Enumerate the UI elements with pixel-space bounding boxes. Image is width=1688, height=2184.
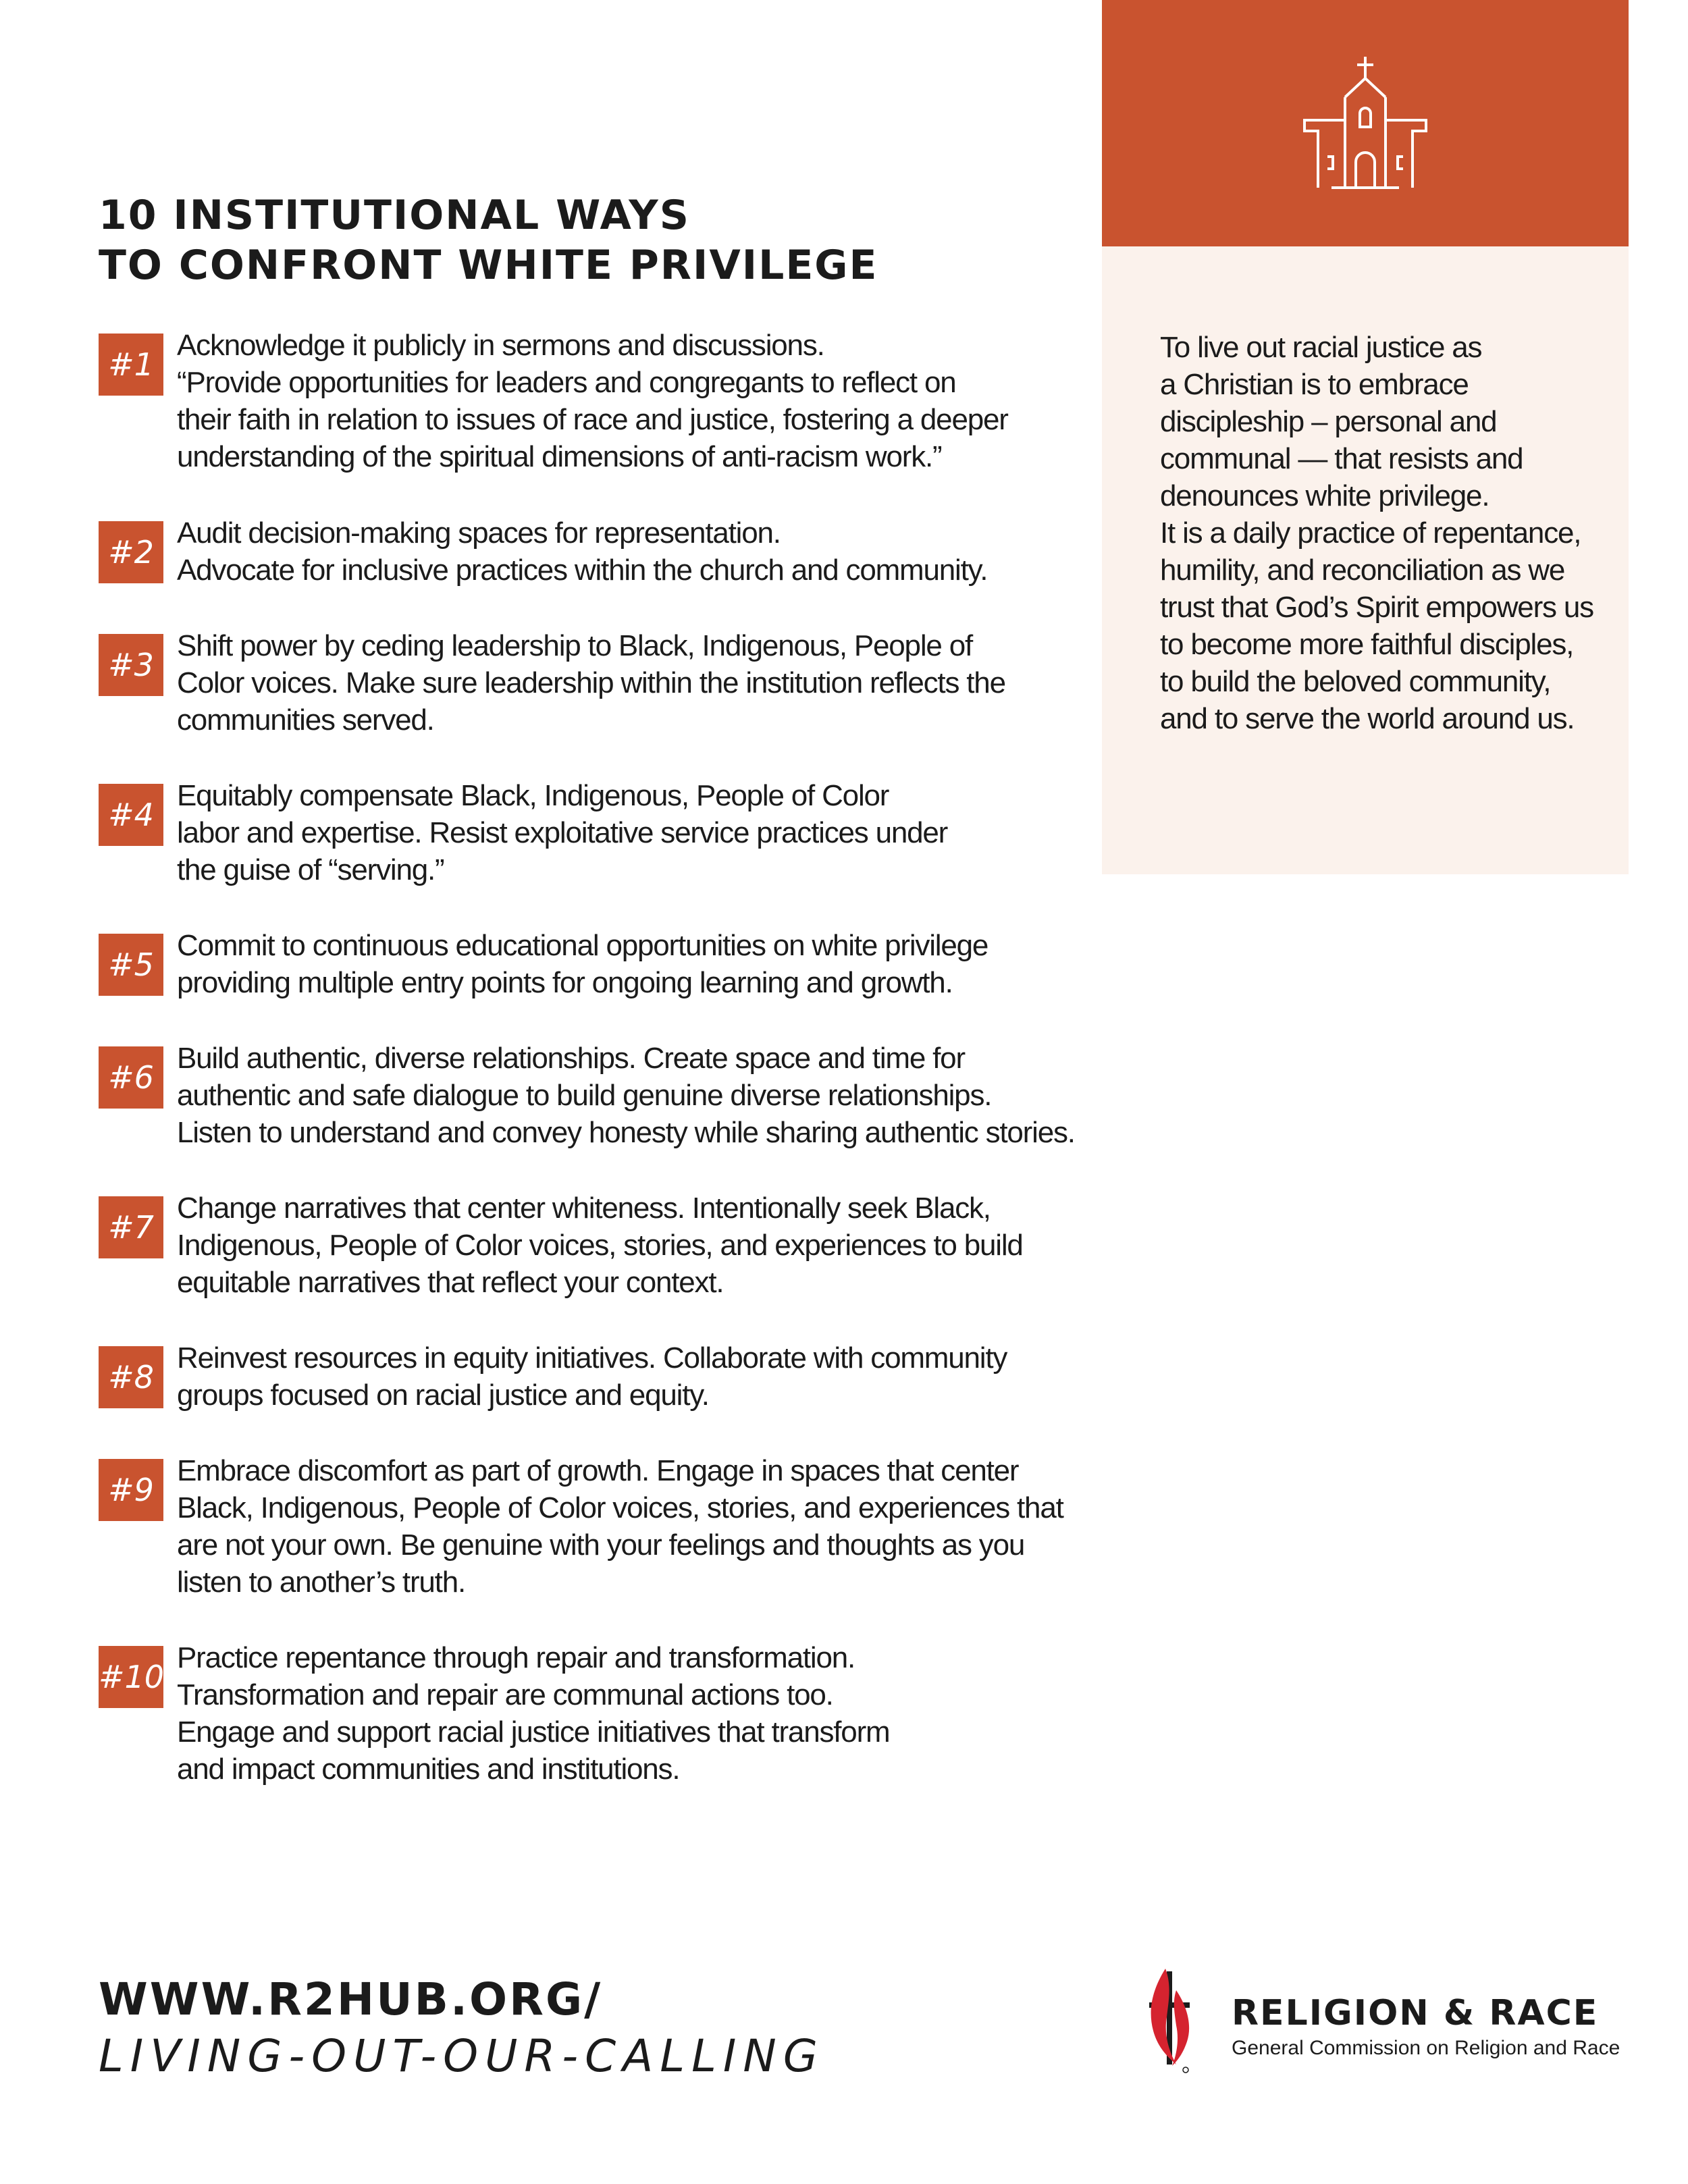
religion-and-race-logo <box>1145 1963 1658 2078</box>
item-text <box>177 1452 1136 1601</box>
sidebar-quote <box>1160 329 1593 737</box>
item-line: equitable narratives that reflect your context. <box>177 1266 724 1299</box>
item-line: providing multiple entry points for ongoing learning and growth. <box>177 966 953 999</box>
item-text <box>177 777 1136 888</box>
quote-line: humility, and reconciliation as we <box>1160 554 1565 587</box>
item-line: labor and expertise. Resist exploitative service practices under <box>177 816 948 849</box>
item-line: and impact communities and institutions. <box>177 1753 680 1786</box>
item-line: Embrace discomfort as part of growth. Engage in spaces that center <box>177 1454 1019 1487</box>
item-line: are not your own. Be genuine with your feelings and thoughts as you <box>177 1528 1025 1562</box>
item-text <box>177 1339 1136 1414</box>
item-line: listen to another’s truth. <box>177 1566 465 1599</box>
quote-line: trust that God’s Spirit empowers us <box>1160 591 1593 624</box>
item-line: their faith in relation to issues of race and justice, fostering a deeper <box>177 403 1008 436</box>
footer-url[interactable] <box>99 1971 824 2085</box>
item-text <box>177 927 1136 1001</box>
item-line: Color voices. Make sure leadership within the institution reflects the <box>177 666 1005 699</box>
page-title-line-2: TO CONFRONT WHITE PRIVILEGE <box>99 242 878 289</box>
quote-line: discipleship – personal and <box>1160 405 1497 438</box>
item-number-badge: #10 <box>99 1646 163 1708</box>
item-number-badge: #8 <box>99 1346 163 1408</box>
page-title-line-1: 10 INSTITUTIONAL WAYS <box>99 192 690 239</box>
logo-subtitle: General Commission on Religion and Race <box>1232 2037 1620 2059</box>
item-text <box>177 627 1136 739</box>
sidebar-header <box>1102 0 1629 246</box>
item-line: “Provide opportunities for leaders and congregants to reflect on <box>177 366 956 399</box>
quote-line: a Christian is to embrace <box>1160 368 1469 401</box>
item-line: Audit decision-making spaces for representation. <box>177 516 781 550</box>
item-line: Equitably compensate Black, Indigenous, People of Color <box>177 779 889 812</box>
church-icon <box>1303 55 1427 190</box>
item-line: Listen to understand and convey honesty while sharing authentic stories. <box>177 1116 1075 1149</box>
item-number-badge: #6 <box>99 1046 163 1109</box>
quote-line: to build the beloved community, <box>1160 665 1551 698</box>
quote-line: to become more faithful disciples, <box>1160 628 1574 661</box>
item-number-badge: #9 <box>99 1459 163 1521</box>
cross-and-flame-icon <box>1145 1963 1199 2078</box>
item-line: Indigenous, People of Color voices, stories, and experiences to build <box>177 1229 1023 1262</box>
item-line: the guise of “serving.” <box>177 853 444 886</box>
item-number-badge: #1 <box>99 334 163 396</box>
item-line: Reinvest resources in equity initiatives. Collaborate with community <box>177 1341 1007 1375</box>
item-text <box>177 1190 1136 1301</box>
item-line: authentic and safe dialogue to build genuine diverse relationships. <box>177 1079 992 1112</box>
item-text <box>177 1040 1136 1151</box>
item-line: Acknowledge it publicly in sermons and discussions. <box>177 329 824 362</box>
item-number-badge: #2 <box>99 521 163 583</box>
item-number-badge: #7 <box>99 1196 163 1258</box>
quote-line: communal — that resists and <box>1160 442 1523 475</box>
quote-line: It is a daily practice of repentance, <box>1160 516 1581 550</box>
page-title <box>99 190 878 290</box>
item-line: Build authentic, diverse relationships. Create space and time for <box>177 1042 965 1075</box>
logo-title: RELIGION & RACE <box>1232 1993 1599 2033</box>
item-line: Advocate for inclusive practices within the church and community. <box>177 554 988 587</box>
url-line-1[interactable]: WWW.R2HUB.ORG/ <box>99 1973 603 2025</box>
item-line: Engage and support racial justice initiatives that transform <box>177 1715 890 1749</box>
item-line: Commit to continuous educational opportunities on white privilege <box>177 929 988 962</box>
url-line-2[interactable]: LIVING-OUT-OUR-CALLING <box>99 2030 824 2082</box>
item-line: Practice repentance through repair and transformation. <box>177 1641 855 1674</box>
item-text <box>177 514 1136 589</box>
quote-line: denounces white privilege. <box>1160 479 1489 512</box>
item-line: understanding of the spiritual dimensions of anti-racism work.” <box>177 440 942 473</box>
item-line: Shift power by ceding leadership to Black, Indigenous, People of <box>177 629 972 662</box>
item-line: Change narratives that center whiteness. Intentionally seek Black, <box>177 1192 991 1225</box>
item-line: communities served. <box>177 703 434 737</box>
quote-line: To live out racial justice as <box>1160 331 1482 364</box>
item-number-badge: #5 <box>99 934 163 996</box>
item-text <box>177 327 1136 475</box>
item-number-badge: #4 <box>99 784 163 846</box>
sidebar-quote-panel <box>1102 246 1629 874</box>
item-line: Transformation and repair are communal actions too. <box>177 1678 833 1711</box>
quote-line: and to serve the world around us. <box>1160 702 1575 735</box>
item-line: groups focused on racial justice and equity. <box>177 1379 709 1412</box>
item-line: Black, Indigenous, People of Color voices, stories, and experiences that <box>177 1491 1063 1524</box>
item-number-badge: #3 <box>99 634 163 696</box>
item-text <box>177 1639 1136 1788</box>
